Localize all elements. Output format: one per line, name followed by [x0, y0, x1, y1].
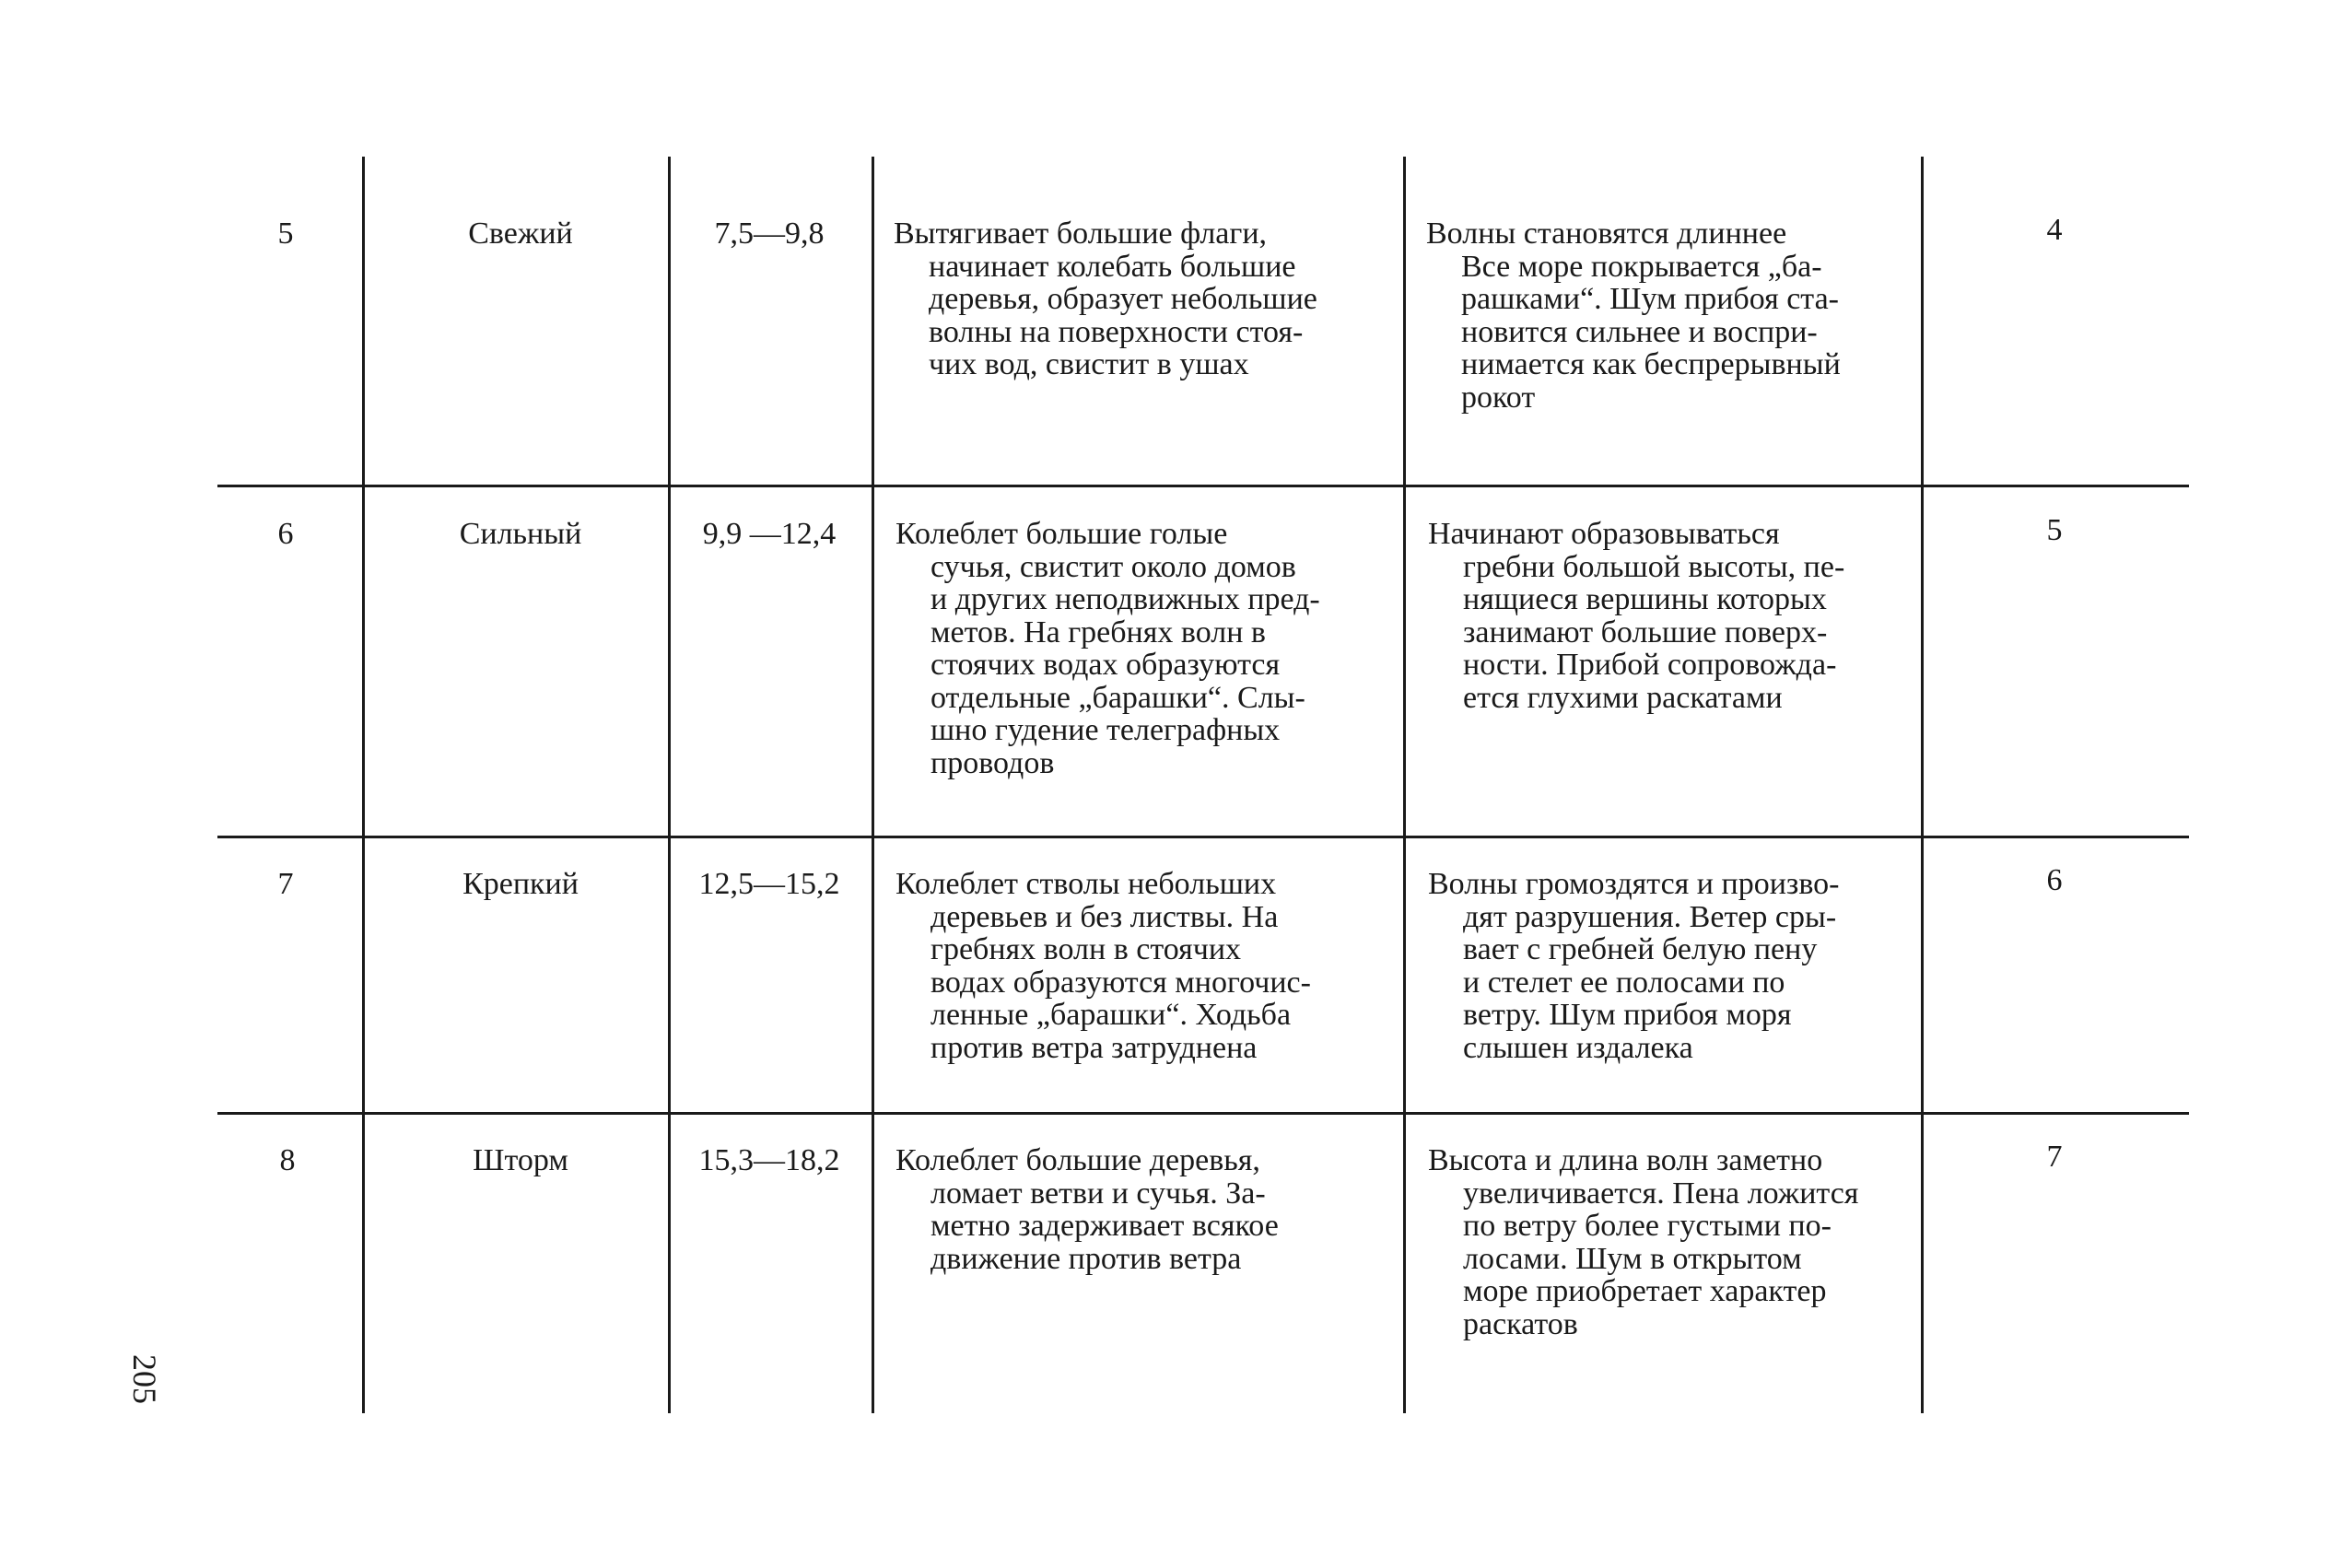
wind-name: Крепкий — [462, 867, 579, 901]
sea-effects: Волны становятся длиннее Все море покрывается „ба- рашками“. Шум прибоя ста- новится сильнее и воспри- нимается как беспрерывный рокот — [1426, 216, 1841, 415]
wind-speed: 9,9 —12,4 — [702, 517, 837, 551]
column-rule — [872, 157, 874, 1413]
column-rule — [668, 157, 671, 1413]
row-separator — [217, 485, 2189, 487]
sea-effects: Начинают образовываться гребни большой высоты, пе- нящиеся вершины которых занимают большие поверх- ности. Прибой сопровожда- ется глухими раскатами — [1428, 517, 1845, 715]
wind-speed: 12,5—15,2 — [698, 867, 840, 901]
wave-grade: 6 — [2046, 863, 2063, 897]
wind-speed: 7,5—9,8 — [714, 216, 825, 251]
row-separator — [217, 1112, 2189, 1115]
column-rule — [362, 157, 365, 1413]
row-separator — [217, 836, 2189, 838]
wave-grade: 4 — [2046, 213, 2063, 247]
wind-name: Сильный — [459, 517, 582, 551]
sea-effects: Высота и длина волн заметно увеличивается. Пена ложится по ветру более густыми по- лосами. Шум в открытом море приобретает характер раскатов — [1428, 1143, 1859, 1341]
land-effects: Вытягивает большие флаги, начинает колебать большие деревья, образует небольшие волны на поверхности стоя- чих вод, свистит в ушах — [894, 216, 1317, 381]
beaufort-number: 5 — [277, 216, 294, 251]
wind-name: Свежий — [468, 216, 573, 251]
wave-grade: 5 — [2046, 513, 2063, 547]
land-effects: Колеблет большие голые сучья, свистит около домов и других неподвижных пред- метов. На гребнях волн в стоячих водах образуются отдельные „барашки“. Слы- шно гудение телеграфных проводов — [895, 517, 1320, 780]
wind-name: Шторм — [473, 1143, 568, 1177]
wave-grade: 7 — [2046, 1140, 2063, 1174]
land-effects: Колеблет большие деревья, ломает ветви и сучья. За- метно задерживает всякое движение против ветра — [895, 1143, 1279, 1276]
sea-effects: Волны громоздятся и произво- дят разрушения. Ветер сры- вает с гребней белую пену и стелет ее полосами по ветру. Шум прибоя моря слышен издалека — [1428, 867, 1840, 1065]
page-number: 205 — [126, 1354, 163, 1404]
beaufort-number: 8 — [279, 1143, 296, 1177]
wind-speed: 15,3—18,2 — [698, 1143, 840, 1177]
beaufort-number: 6 — [277, 517, 294, 551]
land-effects: Колеблет стволы небольших деревьев и без листвы. На гребнях волн в стоячих водах образуются многочис- ленные „барашки“. Ходьба против ветра затруднена — [895, 867, 1311, 1065]
beaufort-number: 7 — [277, 867, 294, 901]
